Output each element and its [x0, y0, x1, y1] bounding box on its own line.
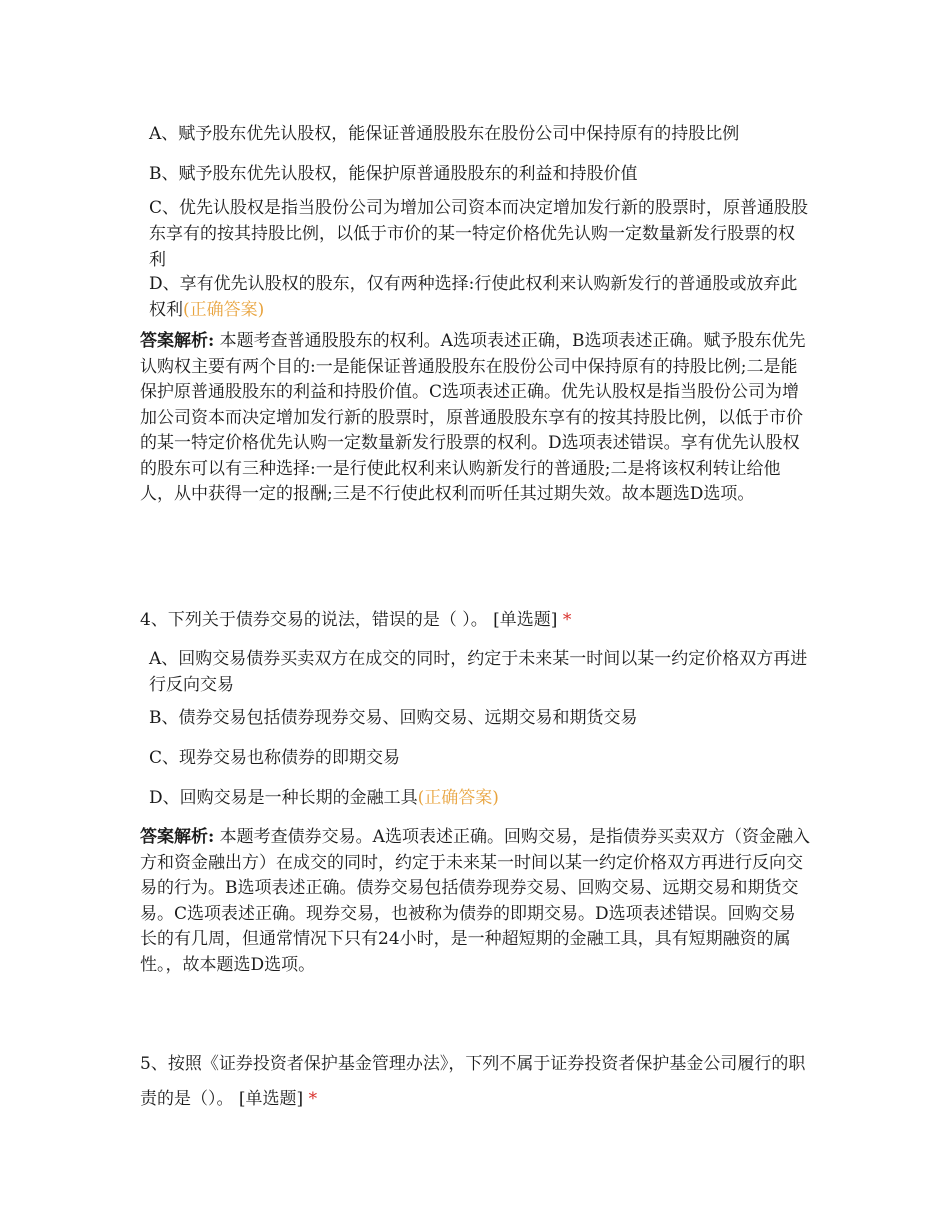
- q4-title: [140, 607, 812, 633]
- q3-correct-answer-mark: (正确答案): [183, 300, 265, 320]
- q4-option-d-text: D、回购交易是一种长期的金融工具: [149, 788, 418, 808]
- q4-option-a-text: A、回购交易债券买卖双方在成交的同时，约定于未来某一时间以某一约定价格双方再进行反向交易: [149, 649, 808, 695]
- q4-option-c[interactable]: [140, 745, 809, 771]
- q4-option-a[interactable]: [140, 646, 809, 698]
- q3-option-d[interactable]: [140, 271, 809, 323]
- q4-correct-answer-mark: (正确答案): [417, 788, 499, 808]
- q3-option-b[interactable]: [140, 161, 809, 187]
- q4-option-b[interactable]: [140, 705, 809, 731]
- q3-option-c-text: C、优先认股权是指当股份公司为增加公司资本而决定增加发行新的股票时，原普通股股东享有的按其持股比例，以低于市价的某一特定价格优先认购一定数量新发行股票的权利: [149, 198, 809, 270]
- q4-option-c-text: C、现券交易也称债券的即期交易: [149, 748, 401, 768]
- q3-analysis-label: 答案解析:: [140, 331, 215, 351]
- q4-analysis-label: 答案解析:: [140, 827, 215, 847]
- q4-type-tag: [单选题]: [493, 610, 558, 630]
- q4-analysis-text: 本题考查债券交易。A选项表述正确。回购交易，是指债券买卖双方（资金融入方和资金融出方）在成交的同时，约定于未来某一时间以某一约定价格双方再进行反向交易的行为。B选项表述正确。债券交易包括债券现券交易、回购交易、远期交易和期货交易。C选项表述正确。现券交易，也被称为债券的即期交易。D选项表述错误。回购交易长的有几周，但通常情况下只有24小时，是一种超短期的金融工具，具有短期融资的属性。，故本题选D选项。: [140, 827, 810, 975]
- q3-analysis-text: 本题考查普通股股东的权利。A选项表述正确，B选项表述正确。赋予股东优先认购权主要有两个目的:一是能保证普通股股东在股份公司中保持原有的持股比例;二是能保护原普通股股东的利益和持股价值。C选项表述正确。优先认股权是指当股份公司为增加公司资本而决定增加发行新的股票时，原普通股股东享有的按其持股比例，以低于市价的某一特定价格优先认购一定数量新发行股票的权利。D选项表述错误。享有优先认股权的股东可以有三种选择:一是行使此权利来认购新发行的普通股;二是将该权利转让给他人，从中获得一定的报酬;三是不行使此权利而听任其过期失效。故本题选D选项。: [140, 331, 806, 504]
- q5-title-text: 5、按照《证券投资者保护基金管理办法》，下列不属于证券投资者保护基金公司履行的职责的是（）。: [140, 1054, 806, 1109]
- q4-option-d[interactable]: [140, 785, 809, 811]
- q3-option-a-text: A、赋予股东优先认股权，能保证普通股股东在股份公司中保持原有的持股比例: [149, 124, 740, 144]
- q4-title-text: 4、下列关于债券交易的说法，错误的是（ ）。: [140, 610, 488, 630]
- q5-required-mark: *: [308, 1089, 318, 1109]
- q3-option-b-text: B、赋予股东优先认股权，能保护原普通股股东的利益和持股价值: [149, 164, 638, 184]
- q5-type-tag: [单选题]: [238, 1089, 304, 1109]
- q3-option-c[interactable]: [140, 195, 809, 273]
- q4-answer-analysis: [140, 825, 812, 978]
- q4-required-mark: *: [562, 610, 572, 630]
- q3-option-a[interactable]: [140, 121, 809, 147]
- q4-option-b-text: B、债券交易包括债券现券交易、回购交易、远期交易和期货交易: [149, 708, 638, 728]
- q5-title: [140, 1047, 812, 1117]
- q3-answer-analysis: [140, 329, 812, 508]
- q3-option-d-text: D、享有优先认股权的股东，仅有两种选择:行使此权利来认购新发行的普通股或放弃此权利: [149, 274, 798, 320]
